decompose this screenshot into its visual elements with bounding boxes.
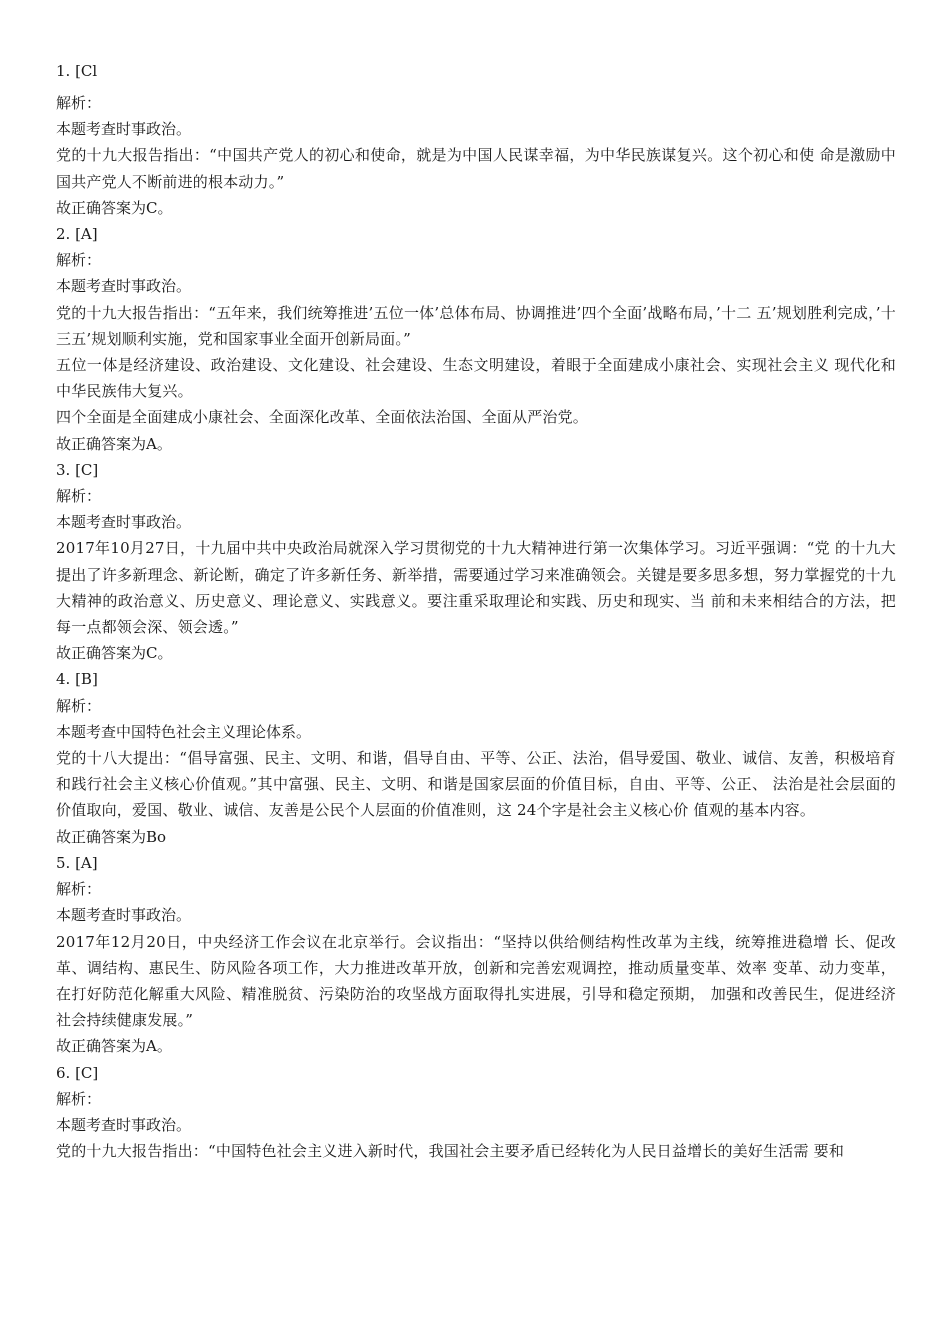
conclusion-line: 故正确答案为C。 bbox=[56, 198, 173, 217]
answer-number: 2. [A] bbox=[56, 225, 98, 244]
topic-line: 本题考查时事政治。 bbox=[56, 120, 192, 139]
question-4 bbox=[56, 666, 896, 849]
answer-number: 1. [Cl bbox=[56, 62, 98, 80]
analysis-label: 解析： bbox=[56, 1089, 102, 1108]
answer-number: 4. [B] bbox=[56, 670, 98, 689]
answer-document bbox=[56, 58, 896, 1164]
analysis-label: 解析： bbox=[56, 94, 102, 112]
analysis-paragraph: 党的十九大报告指出：“中国共产党人的初心和使命，就是为中国人民谋幸福，为中华民族谋复兴。这个初心和使 命是激励中国共产党人不断前进的根本动力。” bbox=[56, 146, 896, 191]
conclusion-line: 故正确答案为C。 bbox=[56, 644, 173, 663]
analysis-label: 解析： bbox=[56, 251, 102, 270]
analysis-paragraph: 党的十八大提出：“倡导富强、民主、文明、和谐，倡导自由、平等、公正、法治，倡导爱国、敬业、诚信、友善，积极培育和践行社会主义核心价值观。”其中富强、民主、文明、和谐是国家层面的价值目标，自由、平等、公正、 法治是社会层面的价值取向，爱国、敬业、诚信、友善是公民个人层面的价值准则，这 24个字是社会主义核心价 值观的基本内容。 bbox=[56, 749, 896, 820]
question-5 bbox=[56, 850, 896, 1060]
topic-line: 本题考查时事政治。 bbox=[56, 1115, 192, 1134]
question-6 bbox=[56, 1060, 896, 1165]
conclusion-line: 故正确答案为A。 bbox=[56, 434, 172, 453]
question-3 bbox=[56, 457, 896, 667]
question-2 bbox=[56, 221, 896, 457]
analysis-label: 解析： bbox=[56, 487, 102, 506]
analysis-paragraph: 党的十九大报告指出：“中国特色社会主义进入新时代，我国社会主要矛盾已经转化为人民日益增长的美好生活需 要和 bbox=[56, 1142, 845, 1161]
analysis-label: 解析： bbox=[56, 880, 102, 899]
topic-line: 本题考查时事政治。 bbox=[56, 513, 192, 532]
answer-number: 6. [C] bbox=[56, 1063, 99, 1082]
analysis-paragraph: 党的十九大报告指出：“五年来，我们统筹推进’五位一体’总体布局、协调推进’四个全面’战略布局，’十二 五’规划胜利完成，’十三五’规划顺利实施，党和国家事业全面开创新局面。” bbox=[56, 303, 896, 348]
analysis-label: 解析： bbox=[56, 696, 102, 715]
answer-number: 5. [A] bbox=[56, 853, 98, 872]
answer-number: 3. [C] bbox=[56, 460, 99, 479]
conclusion-line: 故正确答案为Bo bbox=[56, 827, 167, 846]
question-1 bbox=[56, 58, 896, 221]
topic-line: 本题考查时事政治。 bbox=[56, 277, 192, 296]
analysis-paragraph: 2017年10月27日，十九届中共中央政治局就深入学习贯彻党的十九大精神进行第一次集体学习。习近平强调：“党 的十九大提出了许多新理念、新论断，确定了许多新任务、新举措，需要通过学习来准确领会。关键是要多思多想，努力掌握党的十九大精神的政治意义、历史意义、理论意义、实践意义。要注重采取理论和实践、历史和现实、当 前和未来相结合的方法，把每一点都领会深、领会透。” bbox=[56, 539, 896, 637]
conclusion-line: 故正确答案为A。 bbox=[56, 1037, 172, 1056]
analysis-paragraph: 五位一体是经济建设、政治建设、文化建设、社会建设、生态文明建设，着眼于全面建成小康社会、实现社会主义 现代化和中华民族伟大复兴。 bbox=[56, 356, 896, 401]
topic-line: 本题考查时事政治。 bbox=[56, 906, 192, 925]
analysis-paragraph: 四个全面是全面建成小康社会、全面深化改革、全面依法治国、全面从严治党。 bbox=[56, 408, 589, 427]
topic-line: 本题考查中国特色社会主义理论体系。 bbox=[56, 722, 312, 741]
analysis-paragraph: 2017年12月20日，中央经济工作会议在北京举行。会议指出：“坚持以供给侧结构性改革为主线，统筹推进稳增 长、促改革、调结构、惠民生、防风险各项工作，大力推进改革开放，创新和完善宏观调控，推动质量变革、效率 变革、动力变革，在打好防范化解重大风险、精准脱贫、污染防治的攻坚战方面取得扎实进展，引导和稳定预期， 加强和改善民生，促进经济社会持续健康发展。” bbox=[56, 932, 896, 1030]
